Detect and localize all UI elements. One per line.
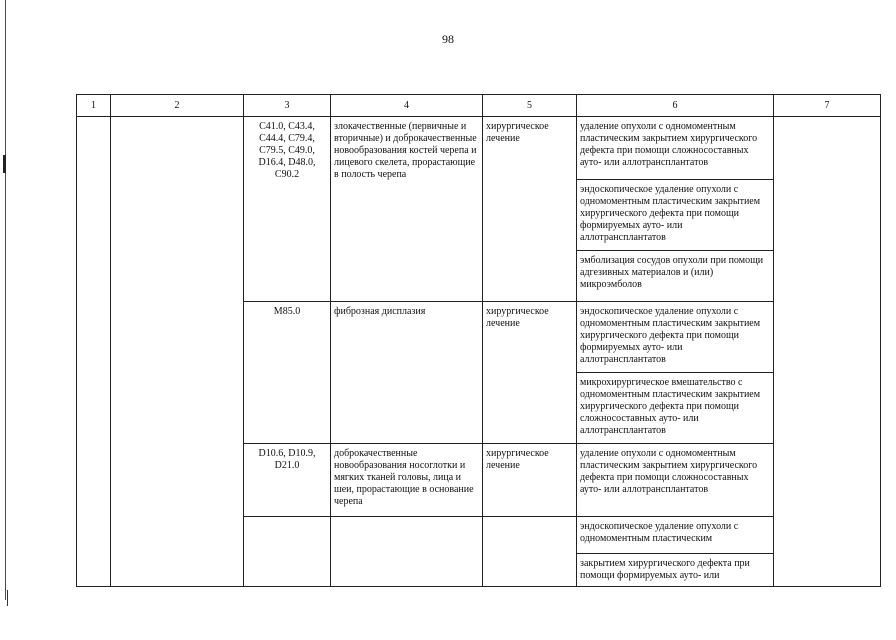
column-header-4: 4 <box>331 95 483 117</box>
column-header-2: 2 <box>111 95 244 117</box>
cell-codes: M85.0 <box>244 302 331 444</box>
cell-method: эндоскопическое удаление опухоли с одномоментным пластическим закрытием хирургического дефекта при помощи формируемых ауто- или аллотрансплантатов <box>577 302 774 373</box>
cell-treatment: хирургическое лечение <box>483 302 577 444</box>
cell-method: эмболизация сосудов опухоли при помощи адгезивных материалов и (или) микроэмболов <box>577 251 774 302</box>
cell-method: удаление опухоли с одномоментным пластическим закрытием хирургического дефекта при помощи сложносоставных ауто- или аллотрансплантатов <box>577 444 774 517</box>
cell-method: закрытием хирургического дефекта при помощи формируемых ауто- или <box>577 554 774 587</box>
cell-diagnosis: доброкачественные новообразования носоглотки и мягких тканей головы, лица и шеи, прорастающие в основание черепа <box>331 444 483 517</box>
cell-treatment: хирургическое лечение <box>483 444 577 517</box>
table-header-row <box>77 95 881 117</box>
cell-col7 <box>774 117 881 587</box>
cell-number <box>77 117 111 587</box>
scan-edge-mark <box>3 155 6 173</box>
medical-care-table <box>76 94 881 587</box>
cell-codes <box>244 517 331 587</box>
cell-treatment: хирургическое лечение <box>483 117 577 302</box>
cell-method: удаление опухоли с одномоментным пластическим закрытием хирургического дефекта при помощи сложносоставных ауто- или аллотрансплантатов <box>577 117 774 180</box>
page-number: 98 <box>442 32 454 46</box>
scan-left-edge <box>5 0 6 600</box>
column-header-7: 7 <box>774 95 881 117</box>
column-header-3: 3 <box>244 95 331 117</box>
cell-treatment <box>483 517 577 587</box>
column-header-1: 1 <box>77 95 111 117</box>
cell-diagnosis <box>331 517 483 587</box>
cell-diagnosis: фиброзная дисплазия <box>331 302 483 444</box>
column-header-5: 5 <box>483 95 577 117</box>
cell-codes: D10.6, D10.9, D21.0 <box>244 444 331 517</box>
cell-method: эндоскопическое удаление опухоли с одномоментным пластическим <box>577 517 774 554</box>
table-row <box>77 117 881 180</box>
scan-edge-mark-bottom <box>7 590 8 606</box>
cell-profile <box>111 117 244 587</box>
cell-diagnosis: злокачественные (первичные и вторичные) и доброкачественные новообразования костей черепа и лицевого скелета, прорастающие в полость черепа <box>331 117 483 302</box>
column-header-6: 6 <box>577 95 774 117</box>
cell-method: микрохирургическое вмешательство с одномоментным пластическим закрытием хирургического дефекта при помощи сложносоставных ауто- или аллотрансплантатов <box>577 373 774 444</box>
cell-codes: C41.0, C43.4, C44.4, C79.4, C79.5, C49.0, D16.4, D48.0, C90.2 <box>244 117 331 302</box>
cell-method: эндоскопическое удаление опухоли с одномоментным пластическим закрытием хирургического дефекта при помощи формируемых ауто- или аллотрансплантатов <box>577 180 774 251</box>
